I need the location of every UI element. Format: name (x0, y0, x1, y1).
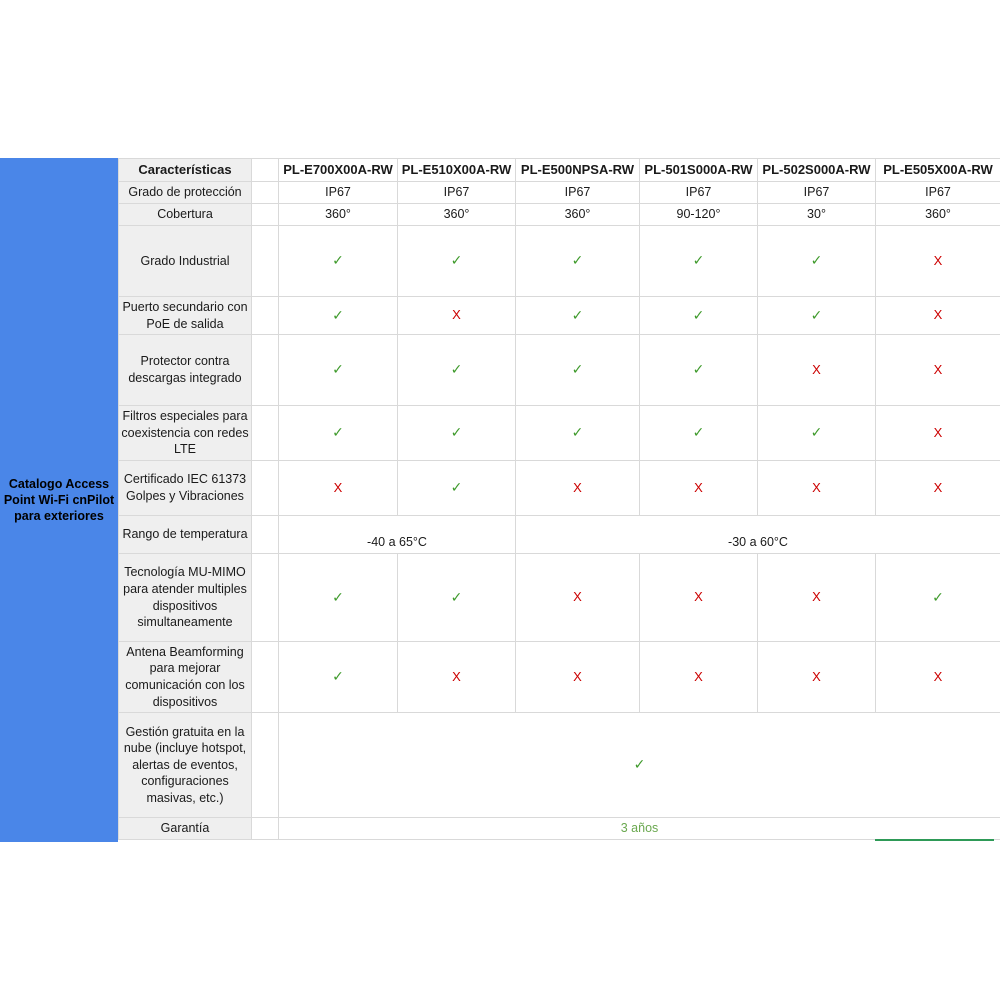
feature-label[interactable]: Cobertura (119, 204, 252, 226)
check-cell[interactable] (876, 297, 1000, 335)
check-icon: ✓ (810, 252, 823, 269)
cross-icon: X (333, 479, 343, 495)
check-cell[interactable] (640, 406, 758, 461)
check-icon: ✓ (692, 424, 705, 441)
check-cell[interactable] (516, 461, 640, 516)
cross-icon: X (452, 307, 461, 323)
spacer-cell[interactable] (252, 642, 279, 713)
feature-label[interactable]: Puerto secundario con PoE de salida (119, 297, 252, 335)
value-cell[interactable]: 30° (758, 204, 876, 226)
table-row (119, 297, 1000, 335)
header-features[interactable]: Características (119, 159, 252, 182)
table-row (119, 642, 1000, 713)
check-cell[interactable] (516, 335, 640, 406)
check-cell[interactable] (876, 461, 1000, 516)
check-cell[interactable] (516, 406, 640, 461)
check-cell[interactable] (398, 226, 516, 297)
header-model-1[interactable]: PL-E700X00A-RW (279, 159, 398, 182)
check-cell[interactable] (758, 226, 876, 297)
value-cell[interactable]: 360° (398, 204, 516, 226)
value-cell[interactable]: IP67 (279, 182, 398, 204)
check-cell[interactable] (876, 406, 1000, 461)
check-cell[interactable] (640, 335, 758, 406)
spacer-cell[interactable] (252, 461, 279, 516)
check-cell[interactable] (876, 335, 1000, 406)
check-cell[interactable] (876, 226, 1000, 297)
check-icon: ✓ (450, 361, 463, 378)
check-cell[interactable] (640, 461, 758, 516)
value-cell[interactable]: 360° (876, 204, 1000, 226)
check-icon: ✓ (692, 306, 705, 323)
cloud-management-cell[interactable] (279, 713, 1000, 818)
spacer-cell[interactable] (252, 226, 279, 297)
cross-icon: X (933, 668, 943, 684)
check-icon: ✓ (450, 479, 463, 496)
check-cell[interactable] (279, 642, 398, 713)
spacer-cell[interactable] (252, 159, 279, 182)
catalog-title: Catalogo Access Point Wi-Fi cnPilot para exteriores (3, 477, 115, 523)
check-cell[interactable] (758, 642, 876, 713)
value-cell[interactable]: 360° (279, 204, 398, 226)
check-cell[interactable] (758, 406, 876, 461)
table-row (119, 182, 1000, 204)
check-cell[interactable] (279, 406, 398, 461)
catalog-title-cell[interactable] (0, 158, 118, 842)
check-icon: ✓ (571, 306, 584, 323)
table-row (119, 335, 1000, 406)
value-cell[interactable]: IP67 (398, 182, 516, 204)
spacer-cell[interactable] (252, 406, 279, 461)
check-cell[interactable] (398, 554, 516, 642)
header-model-5[interactable]: PL-502S000A-RW (758, 159, 876, 182)
header-model-6[interactable]: PL-E505X00A-RW (876, 159, 1000, 182)
cross-icon: X (694, 589, 703, 605)
check-cell[interactable] (758, 554, 876, 642)
check-icon: ✓ (450, 588, 463, 605)
check-cell[interactable] (398, 335, 516, 406)
check-cell[interactable] (516, 554, 640, 642)
cross-icon: X (694, 668, 703, 684)
check-cell[interactable] (398, 461, 516, 516)
header-model-3[interactable]: PL-E500NPSA-RW (516, 159, 640, 182)
check-icon: ✓ (332, 306, 344, 323)
cross-icon: X (812, 479, 821, 495)
check-cell[interactable] (279, 335, 398, 406)
cross-icon: X (452, 668, 461, 684)
feature-label[interactable]: Certificado IEC 61373 Golpes y Vibraciones (119, 461, 252, 516)
cross-icon: X (933, 307, 943, 323)
value-cell[interactable]: IP67 (640, 182, 758, 204)
value-cell[interactable]: 90-120° (640, 204, 758, 226)
cross-icon: X (573, 668, 582, 684)
spacer-cell[interactable] (252, 516, 279, 554)
feature-label[interactable]: Tecnología MU-MIMO para atender multiples dispositivos simultaneamente (119, 554, 252, 642)
check-cell[interactable] (398, 406, 516, 461)
check-icon: ✓ (932, 588, 944, 605)
check-icon: ✓ (633, 756, 646, 773)
check-cell[interactable] (516, 226, 640, 297)
check-icon: ✓ (450, 424, 463, 441)
comparison-table (118, 158, 1000, 840)
table-row (119, 204, 1000, 226)
table-row (119, 406, 1000, 461)
check-cell[interactable] (516, 297, 640, 335)
check-cell[interactable] (279, 297, 398, 335)
spacer-cell[interactable] (252, 204, 279, 226)
feature-label[interactable]: Grado Industrial (119, 226, 252, 297)
cross-icon: X (812, 589, 821, 605)
check-cell[interactable] (876, 554, 1000, 642)
check-cell[interactable] (640, 554, 758, 642)
check-cell[interactable] (279, 461, 398, 516)
cross-icon: X (933, 479, 943, 495)
check-icon: ✓ (332, 424, 344, 441)
check-icon: ✓ (571, 424, 584, 441)
header-row (119, 159, 1000, 182)
feature-label[interactable]: Filtros especiales para coexistencia con redes LTE (119, 406, 252, 461)
table-row (119, 226, 1000, 297)
feature-label[interactable]: Protector contra descargas integrado (119, 335, 252, 406)
cross-icon: X (573, 479, 582, 495)
check-cell[interactable] (516, 642, 640, 713)
check-cell[interactable] (640, 226, 758, 297)
check-cell[interactable] (758, 461, 876, 516)
check-cell[interactable] (640, 642, 758, 713)
table-row (119, 516, 1000, 554)
value-cell[interactable]: IP67 (516, 182, 640, 204)
check-cell[interactable] (758, 335, 876, 406)
check-icon: ✓ (332, 588, 344, 605)
table-row (119, 713, 1000, 818)
check-cell[interactable] (398, 297, 516, 335)
check-cell[interactable] (640, 297, 758, 335)
cross-icon: X (573, 589, 582, 605)
feature-label[interactable]: Gestión gratuita en la nube (incluye hotspot, alertas de eventos, configuraciones masivas, etc.) (119, 713, 252, 818)
value-cell[interactable]: IP67 (758, 182, 876, 204)
spacer-cell[interactable] (252, 554, 279, 642)
check-icon: ✓ (332, 668, 344, 685)
value-cell[interactable]: IP67 (876, 182, 1000, 204)
spacer-cell[interactable] (252, 818, 279, 840)
cross-icon: X (812, 668, 821, 684)
cross-icon: X (933, 361, 943, 377)
check-icon: ✓ (450, 252, 463, 269)
feature-label[interactable]: Grado de protección (119, 182, 252, 204)
cross-icon: X (933, 252, 943, 268)
table-row (119, 461, 1000, 516)
warranty-cell[interactable]: 3 años (279, 818, 1000, 840)
check-icon: ✓ (332, 361, 344, 378)
table-row (119, 554, 1000, 642)
temperature-range-cell[interactable]: -30 a 60°C (516, 516, 1000, 554)
check-cell[interactable] (279, 554, 398, 642)
check-icon: ✓ (692, 361, 705, 378)
cross-icon: X (933, 424, 943, 440)
spacer-cell[interactable] (252, 297, 279, 335)
check-cell[interactable] (279, 226, 398, 297)
spreadsheet (0, 158, 1000, 842)
spacer-cell[interactable] (252, 713, 279, 818)
check-icon: ✓ (810, 424, 823, 441)
check-icon: ✓ (571, 252, 584, 269)
selection-bottom-border (875, 839, 994, 841)
value-cell[interactable]: 360° (516, 204, 640, 226)
feature-label[interactable]: Garantía (119, 818, 252, 840)
check-cell[interactable] (398, 642, 516, 713)
check-cell[interactable] (758, 297, 876, 335)
feature-label[interactable]: Rango de temperatura (119, 516, 252, 554)
check-icon: ✓ (810, 306, 823, 323)
feature-label[interactable]: Antena Beamforming para mejorar comunicación con los dispositivos (119, 642, 252, 713)
spacer-cell[interactable] (252, 182, 279, 204)
header-model-4[interactable]: PL-501S000A-RW (640, 159, 758, 182)
temperature-range-cell[interactable]: -40 a 65°C (279, 516, 516, 554)
table-row (119, 818, 1000, 840)
check-cell[interactable] (876, 642, 1000, 713)
check-icon: ✓ (571, 361, 584, 378)
header-model-2[interactable]: PL-E510X00A-RW (398, 159, 516, 182)
cross-icon: X (812, 361, 821, 377)
check-icon: ✓ (692, 252, 705, 269)
check-icon: ✓ (332, 252, 344, 269)
cross-icon: X (694, 479, 703, 495)
spacer-cell[interactable] (252, 335, 279, 406)
